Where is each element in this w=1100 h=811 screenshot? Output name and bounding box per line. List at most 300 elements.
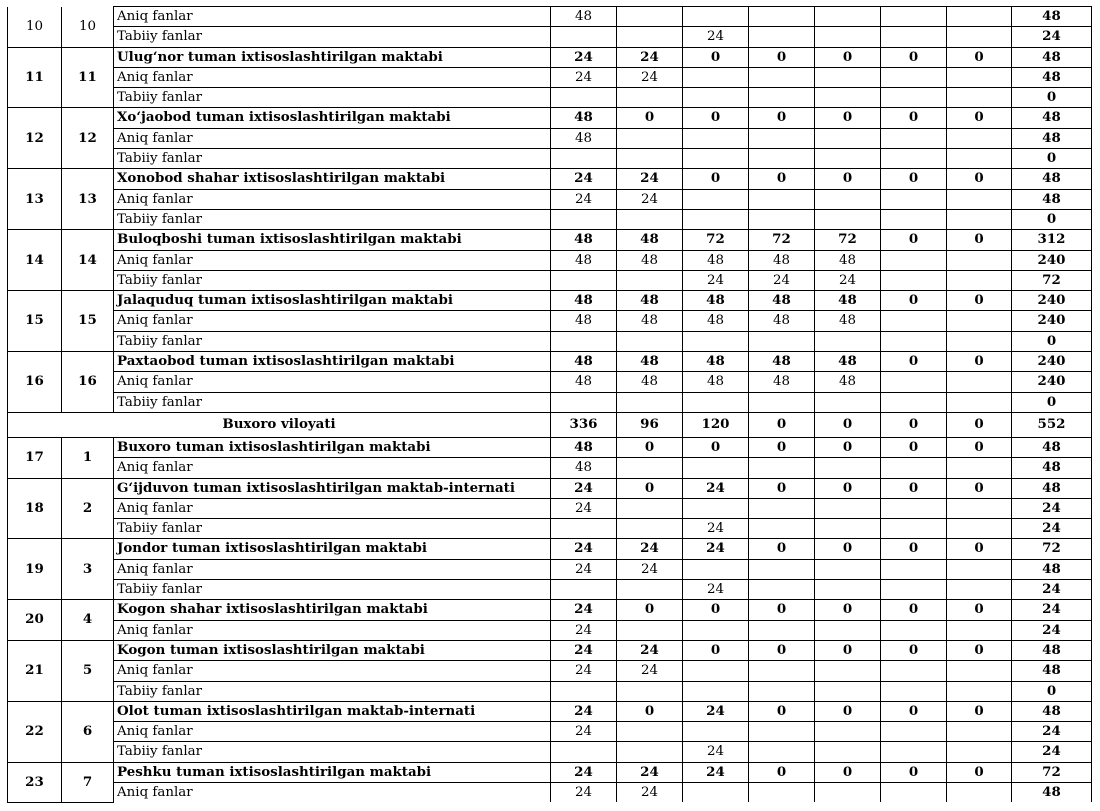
value-cell	[617, 681, 683, 701]
value-cell: 0	[947, 108, 1012, 128]
value-cell: 24	[551, 47, 617, 67]
region-value-cell: 0	[815, 412, 881, 437]
total-cell: 0	[1012, 681, 1092, 701]
value-cell	[815, 88, 881, 108]
value-cell	[947, 67, 1012, 87]
value-cell	[551, 209, 617, 229]
value-cell	[881, 661, 947, 681]
value-cell: 48	[749, 291, 815, 311]
total-cell: 240	[1012, 352, 1092, 372]
value-cell: 0	[683, 108, 749, 128]
value-cell	[881, 580, 947, 600]
value-cell	[749, 580, 815, 600]
value-cell: 24	[617, 762, 683, 782]
value-cell: 0	[947, 230, 1012, 250]
value-cell	[881, 519, 947, 539]
subject-row	[8, 372, 1092, 392]
value-cell	[815, 722, 881, 742]
row-number: 18	[8, 478, 62, 539]
subject-name: Tabiiy fanlar	[114, 149, 551, 169]
school-row	[8, 762, 1092, 782]
value-cell: 24	[617, 661, 683, 681]
value-cell: 0	[881, 701, 947, 721]
value-cell: 0	[749, 640, 815, 660]
value-cell	[617, 270, 683, 290]
value-cell	[881, 331, 947, 351]
school-name: Kogon tuman ixtisoslashtirilgan maktabi	[114, 640, 551, 660]
row-number: 15	[8, 291, 62, 352]
value-cell: 0	[881, 437, 947, 457]
value-cell	[617, 88, 683, 108]
value-cell	[749, 128, 815, 148]
value-cell	[617, 149, 683, 169]
value-cell: 24	[551, 701, 617, 721]
value-cell	[947, 311, 1012, 331]
district-row-number: 3	[62, 539, 114, 600]
value-cell: 24	[683, 539, 749, 559]
value-cell: 0	[683, 640, 749, 660]
value-cell: 0	[881, 169, 947, 189]
value-cell: 24	[551, 169, 617, 189]
row-number: 12	[8, 108, 62, 169]
value-cell: 24	[551, 559, 617, 579]
value-cell: 0	[749, 701, 815, 721]
value-cell	[947, 27, 1012, 47]
value-cell: 24	[617, 189, 683, 209]
subject-row	[8, 250, 1092, 270]
district-row-number: 12	[62, 108, 114, 169]
value-cell	[749, 331, 815, 351]
value-cell: 0	[683, 47, 749, 67]
value-cell	[815, 559, 881, 579]
school-name: Buloqboshi tuman ixtisoslashtirilgan maktabi	[114, 230, 551, 250]
total-cell: 48	[1012, 478, 1092, 498]
value-cell	[881, 782, 947, 802]
value-cell	[551, 149, 617, 169]
school-allocation-table	[7, 6, 1092, 803]
subject-name: Tabiiy fanlar	[114, 681, 551, 701]
district-row-number: 16	[62, 352, 114, 413]
school-name: Xonobod shahar ixtisoslashtirilgan maktabi	[114, 169, 551, 189]
subject-name: Tabiiy fanlar	[114, 27, 551, 47]
value-cell: 0	[815, 539, 881, 559]
school-name: Xo‘jaobod tuman ixtisoslashtirilgan maktabi	[114, 108, 551, 128]
value-cell	[947, 128, 1012, 148]
school-name: Paxtaobod tuman ixtisoslashtirilgan maktabi	[114, 352, 551, 372]
school-name: G‘ijduvon tuman ixtisoslashtirilgan maktab-internati	[114, 478, 551, 498]
total-cell: 240	[1012, 250, 1092, 270]
value-cell	[881, 27, 947, 47]
value-cell: 0	[881, 640, 947, 660]
total-cell: 48	[1012, 67, 1092, 87]
value-cell: 48	[815, 291, 881, 311]
value-cell: 72	[815, 230, 881, 250]
value-cell	[749, 149, 815, 169]
value-cell	[815, 392, 881, 412]
value-cell: 24	[683, 478, 749, 498]
value-cell	[815, 209, 881, 229]
subject-name: Aniq fanlar	[114, 250, 551, 270]
subject-row	[8, 128, 1092, 148]
value-cell: 48	[815, 372, 881, 392]
total-cell: 312	[1012, 230, 1092, 250]
school-row	[8, 47, 1092, 67]
value-cell: 0	[947, 600, 1012, 620]
value-cell	[947, 620, 1012, 640]
value-cell: 24	[683, 742, 749, 762]
district-row-number: 6	[62, 701, 114, 762]
subject-row	[8, 149, 1092, 169]
value-cell	[683, 458, 749, 478]
value-cell: 0	[749, 437, 815, 457]
value-cell	[683, 149, 749, 169]
subject-row	[8, 559, 1092, 579]
value-cell	[881, 742, 947, 762]
value-cell: 0	[815, 600, 881, 620]
value-cell	[749, 722, 815, 742]
value-cell	[683, 392, 749, 412]
subject-name: Aniq fanlar	[114, 128, 551, 148]
value-cell: 0	[617, 478, 683, 498]
value-cell: 0	[815, 47, 881, 67]
value-cell	[947, 250, 1012, 270]
subject-name: Aniq fanlar	[114, 661, 551, 681]
row-number: 19	[8, 539, 62, 600]
value-cell: 0	[947, 701, 1012, 721]
value-cell	[749, 88, 815, 108]
value-cell: 48	[551, 128, 617, 148]
total-cell: 24	[1012, 600, 1092, 620]
total-cell: 0	[1012, 331, 1092, 351]
row-number: 22	[8, 701, 62, 762]
value-cell: 0	[749, 478, 815, 498]
value-cell	[749, 782, 815, 802]
value-cell	[749, 392, 815, 412]
value-cell	[881, 559, 947, 579]
total-cell: 240	[1012, 372, 1092, 392]
value-cell: 48	[617, 291, 683, 311]
value-cell	[815, 620, 881, 640]
value-cell	[815, 742, 881, 762]
value-cell	[881, 311, 947, 331]
value-cell	[617, 209, 683, 229]
value-cell	[881, 209, 947, 229]
value-cell	[947, 331, 1012, 351]
school-row	[8, 169, 1092, 189]
value-cell: 0	[749, 47, 815, 67]
total-cell: 24	[1012, 498, 1092, 518]
value-cell: 0	[881, 108, 947, 128]
value-cell: 24	[683, 27, 749, 47]
school-row	[8, 539, 1092, 559]
value-cell: 0	[815, 701, 881, 721]
value-cell: 48	[749, 352, 815, 372]
value-cell	[551, 88, 617, 108]
value-cell	[947, 580, 1012, 600]
value-cell	[815, 331, 881, 351]
value-cell: 0	[617, 108, 683, 128]
value-cell: 72	[683, 230, 749, 250]
school-row	[8, 108, 1092, 128]
row-number: 16	[8, 352, 62, 413]
value-cell	[881, 250, 947, 270]
subject-row	[8, 189, 1092, 209]
value-cell	[815, 580, 881, 600]
subject-row	[8, 311, 1092, 331]
value-cell: 48	[551, 458, 617, 478]
total-cell: 0	[1012, 209, 1092, 229]
value-cell	[551, 580, 617, 600]
value-cell: 48	[551, 311, 617, 331]
value-cell: 48	[551, 372, 617, 392]
value-cell	[617, 27, 683, 47]
value-cell	[749, 559, 815, 579]
value-cell	[947, 722, 1012, 742]
value-cell	[947, 519, 1012, 539]
value-cell: 0	[815, 169, 881, 189]
subject-name: Tabiiy fanlar	[114, 331, 551, 351]
value-cell	[683, 209, 749, 229]
subject-row	[8, 209, 1092, 229]
subject-row	[8, 681, 1092, 701]
total-cell: 48	[1012, 169, 1092, 189]
value-cell	[617, 620, 683, 640]
value-cell	[815, 519, 881, 539]
value-cell	[815, 458, 881, 478]
value-cell	[815, 27, 881, 47]
total-cell: 24	[1012, 580, 1092, 600]
value-cell: 0	[947, 640, 1012, 660]
value-cell: 0	[947, 291, 1012, 311]
value-cell: 0	[683, 437, 749, 457]
value-cell	[749, 620, 815, 640]
value-cell: 48	[551, 230, 617, 250]
value-cell: 0	[815, 640, 881, 660]
region-value-cell: 0	[947, 412, 1012, 437]
subject-row	[8, 392, 1092, 412]
row-number: 23	[8, 762, 62, 802]
value-cell	[947, 392, 1012, 412]
value-cell	[947, 88, 1012, 108]
district-row-number: 1	[62, 437, 114, 478]
value-cell	[617, 498, 683, 518]
value-cell	[683, 661, 749, 681]
value-cell: 24	[617, 539, 683, 559]
school-name: Kogon shahar ixtisoslashtirilgan maktabi	[114, 600, 551, 620]
table-body	[8, 7, 1092, 803]
value-cell: 24	[683, 762, 749, 782]
value-cell	[617, 392, 683, 412]
value-cell	[815, 661, 881, 681]
subject-name: Tabiiy fanlar	[114, 742, 551, 762]
value-cell	[947, 498, 1012, 518]
value-cell	[749, 189, 815, 209]
subject-row	[8, 7, 1092, 27]
total-cell: 48	[1012, 559, 1092, 579]
school-name: Peshku tuman ixtisoslashtirilgan maktabi	[114, 762, 551, 782]
subject-name: Aniq fanlar	[114, 67, 551, 87]
total-cell: 0	[1012, 88, 1092, 108]
value-cell: 48	[617, 230, 683, 250]
value-cell: 24	[551, 189, 617, 209]
value-cell	[617, 128, 683, 148]
school-row	[8, 600, 1092, 620]
value-cell: 24	[617, 47, 683, 67]
value-cell	[815, 7, 881, 27]
value-cell	[881, 7, 947, 27]
value-cell: 48	[551, 7, 617, 27]
value-cell: 24	[617, 169, 683, 189]
school-row	[8, 230, 1092, 250]
value-cell	[881, 372, 947, 392]
subject-row	[8, 270, 1092, 290]
total-cell: 72	[1012, 270, 1092, 290]
value-cell: 24	[551, 539, 617, 559]
value-cell	[947, 681, 1012, 701]
school-name: Jalaquduq tuman ixtisoslashtirilgan maktabi	[114, 291, 551, 311]
value-cell: 0	[815, 762, 881, 782]
value-cell	[749, 209, 815, 229]
value-cell: 0	[881, 291, 947, 311]
value-cell: 0	[749, 108, 815, 128]
value-cell: 48	[815, 311, 881, 331]
value-cell	[683, 722, 749, 742]
value-cell	[683, 67, 749, 87]
value-cell	[683, 498, 749, 518]
value-cell	[881, 498, 947, 518]
subject-row	[8, 458, 1092, 478]
value-cell: 24	[551, 661, 617, 681]
value-cell: 48	[683, 311, 749, 331]
row-number: 21	[8, 640, 62, 701]
value-cell	[815, 128, 881, 148]
school-row	[8, 701, 1092, 721]
row-number: 13	[8, 169, 62, 230]
value-cell: 0	[947, 539, 1012, 559]
value-cell: 24	[551, 67, 617, 87]
school-name: Buxoro tuman ixtisoslashtirilgan maktabi	[114, 437, 551, 457]
row-number: 14	[8, 230, 62, 291]
value-cell	[551, 681, 617, 701]
value-cell: 0	[881, 352, 947, 372]
value-cell: 24	[551, 620, 617, 640]
value-cell	[815, 67, 881, 87]
value-cell	[617, 458, 683, 478]
value-cell	[881, 458, 947, 478]
value-cell: 24	[551, 498, 617, 518]
value-cell	[683, 128, 749, 148]
value-cell	[881, 270, 947, 290]
value-cell: 24	[551, 640, 617, 660]
district-row-number: 4	[62, 600, 114, 641]
value-cell: 0	[683, 169, 749, 189]
school-row	[8, 437, 1092, 457]
value-cell	[881, 149, 947, 169]
total-cell: 48	[1012, 47, 1092, 67]
subject-row	[8, 67, 1092, 87]
value-cell: 24	[617, 559, 683, 579]
subject-name: Aniq fanlar	[114, 782, 551, 802]
subject-name: Aniq fanlar	[114, 311, 551, 331]
value-cell	[749, 681, 815, 701]
subject-name: Aniq fanlar	[114, 559, 551, 579]
value-cell	[749, 661, 815, 681]
subject-name: Tabiiy fanlar	[114, 88, 551, 108]
value-cell	[947, 209, 1012, 229]
value-cell	[551, 270, 617, 290]
value-cell	[881, 681, 947, 701]
value-cell: 0	[947, 437, 1012, 457]
value-cell	[683, 681, 749, 701]
subject-row	[8, 88, 1092, 108]
value-cell: 0	[881, 230, 947, 250]
value-cell: 0	[947, 478, 1012, 498]
value-cell	[551, 331, 617, 351]
value-cell: 0	[749, 600, 815, 620]
subject-row	[8, 782, 1092, 802]
value-cell: 0	[947, 352, 1012, 372]
total-cell: 0	[1012, 149, 1092, 169]
total-cell: 24	[1012, 742, 1092, 762]
value-cell: 48	[551, 250, 617, 270]
value-cell	[947, 782, 1012, 802]
value-cell	[815, 498, 881, 518]
value-cell: 48	[815, 352, 881, 372]
total-cell: 72	[1012, 762, 1092, 782]
value-cell: 0	[881, 539, 947, 559]
subject-name: Aniq fanlar	[114, 620, 551, 640]
subject-name: Aniq fanlar	[114, 458, 551, 478]
value-cell: 0	[617, 600, 683, 620]
row-number: 11	[8, 47, 62, 108]
value-cell	[947, 458, 1012, 478]
value-cell	[683, 189, 749, 209]
total-cell: 48	[1012, 701, 1092, 721]
value-cell	[617, 742, 683, 762]
value-cell: 24	[617, 67, 683, 87]
value-cell	[749, 27, 815, 47]
value-cell	[617, 519, 683, 539]
value-cell	[683, 782, 749, 802]
school-row	[8, 352, 1092, 372]
value-cell	[617, 7, 683, 27]
subject-name: Tabiiy fanlar	[114, 209, 551, 229]
subject-row	[8, 27, 1092, 47]
school-name: Olot tuman ixtisoslashtirilgan maktab-internati	[114, 701, 551, 721]
total-cell: 48	[1012, 458, 1092, 478]
value-cell: 48	[551, 352, 617, 372]
value-cell	[551, 392, 617, 412]
total-cell: 48	[1012, 661, 1092, 681]
subject-row	[8, 742, 1092, 762]
value-cell: 24	[551, 762, 617, 782]
value-cell	[749, 458, 815, 478]
school-name: Jondor tuman ixtisoslashtirilgan maktabi	[114, 539, 551, 559]
value-cell: 48	[683, 291, 749, 311]
school-row	[8, 291, 1092, 311]
subject-name: Tabiiy fanlar	[114, 392, 551, 412]
value-cell	[947, 559, 1012, 579]
value-cell: 0	[617, 701, 683, 721]
value-cell	[881, 189, 947, 209]
value-cell: 24	[749, 270, 815, 290]
value-cell: 0	[749, 169, 815, 189]
value-cell	[749, 67, 815, 87]
subject-row	[8, 580, 1092, 600]
subject-name: Tabiiy fanlar	[114, 270, 551, 290]
value-cell	[551, 27, 617, 47]
value-cell	[617, 331, 683, 351]
